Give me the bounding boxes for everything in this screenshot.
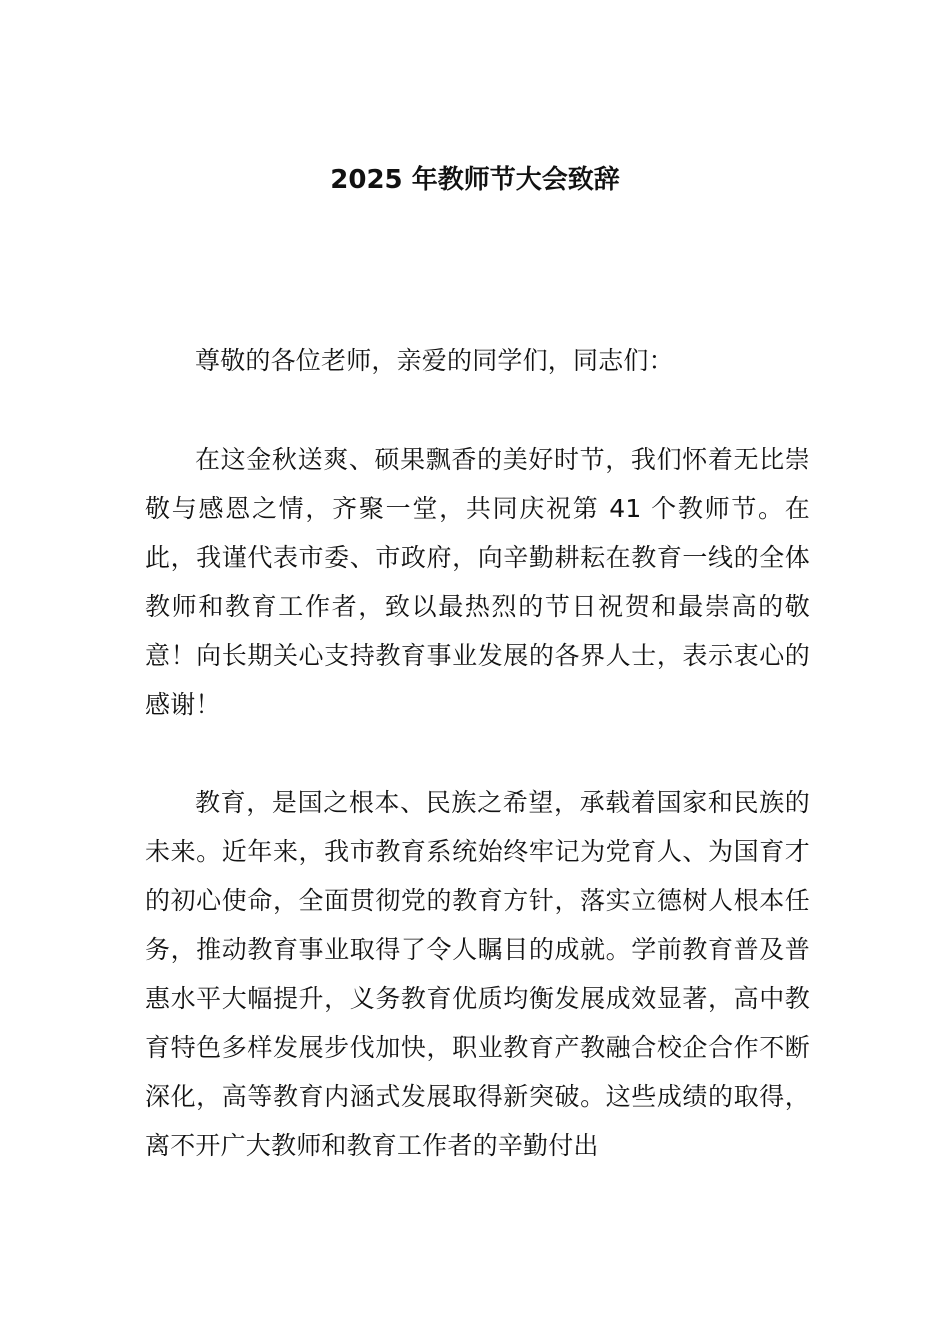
document-title: 2025 年教师节大会致辞 xyxy=(330,165,620,195)
salutation: 尊敬的各位老师，亲爱的同学们，同志们： xyxy=(195,346,674,375)
paragraph-1: 在这金秋送爽、硕果飘香的美好时节，我们怀着无比崇敬与感恩之情，齐聚一堂，共同庆祝第 41 个教师节。在此，我谨代表市委、市政府，向辛勤耕耘在教育一线的全体教师和教育工作者，致以最热烈的节日祝贺和最崇高的敬意！向长期关心支持教育事业发展的各界人士，表示衷心的感谢！ xyxy=(145,445,810,719)
document-body xyxy=(145,336,810,1219)
paragraph-2: 教育，是国之根本、民族之希望，承载着国家和民族的未来。近年来，我市教育系统始终牢记为党育人、为国育才的初心使命，全面贯彻党的教育方针，落实立德树人根本任务，推动教育事业取得了令人瞩目的成就。学前教育普及普惠水平大幅提升，义务教育优质均衡发展成效显著，高中教育特色多样发展步伐加快，职业教育产教融合校企合作不断深化，高等教育内涵式发展取得新突破。这些成绩的取得，离不开广大教师和教育工作者的辛勤付出 xyxy=(145,788,810,1160)
